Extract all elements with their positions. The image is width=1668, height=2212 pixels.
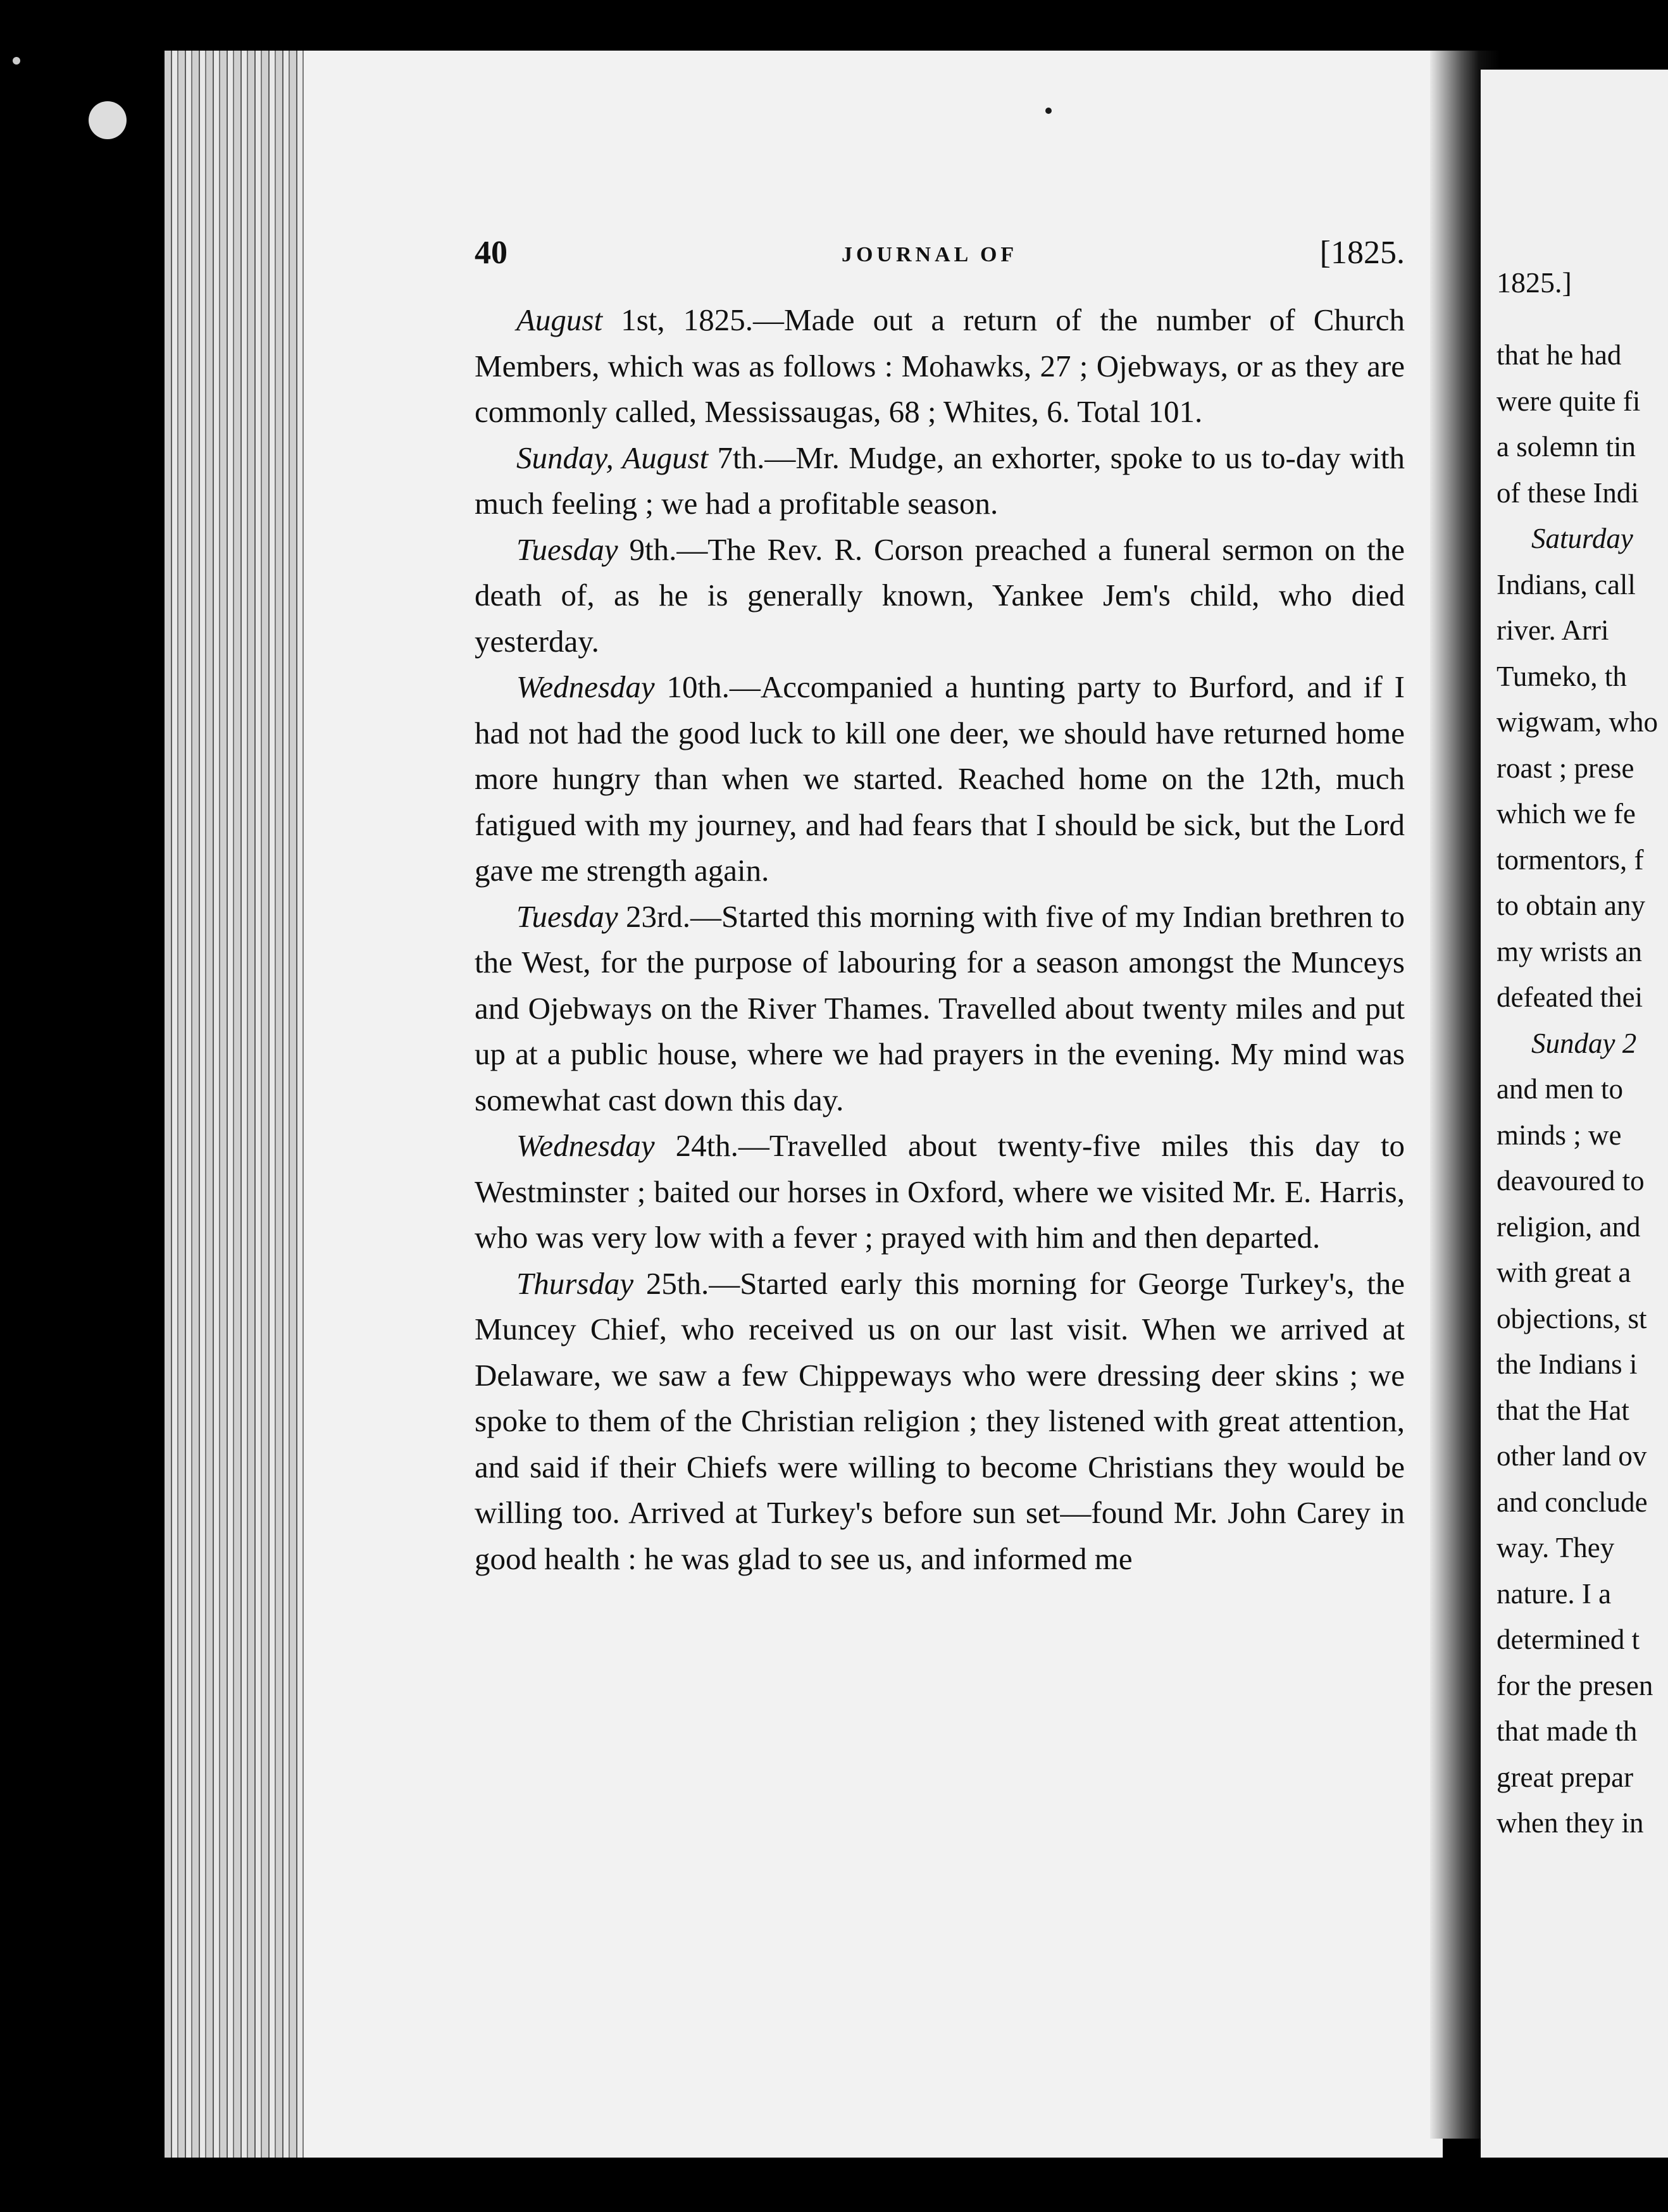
entry-date: August — [516, 302, 603, 337]
journal-entry — [475, 664, 1405, 894]
entry-text: 24th.—Travelled about twenty-five miles this day to Westminster ; baited our horses in Oxford, where we visited Mr. E. Harris, who was very low with a fever ; prayed with him and then departed. — [475, 1128, 1405, 1255]
right-page-line-text: Sunday 2 — [1531, 1027, 1637, 1059]
right-page-line: deavoured to — [1497, 1165, 1645, 1196]
right-page-line: that the Hat — [1497, 1394, 1629, 1426]
right-page-line: and men to — [1497, 1073, 1623, 1105]
right-page-line: with great a — [1497, 1257, 1631, 1288]
right-page-line: when they in — [1497, 1807, 1644, 1839]
entry-date: Tuesday — [516, 531, 618, 567]
running-year: [1825. — [1319, 235, 1405, 271]
journal-entry — [475, 435, 1405, 527]
right-page-line: nature. I a — [1497, 1577, 1612, 1610]
right-page-line: objections, st — [1497, 1302, 1647, 1334]
right-page-line: determined t — [1497, 1624, 1640, 1655]
journal-text — [475, 297, 1405, 1582]
entry-text: 25th.—Started early this morning for George Turkey's, the Muncey Chief, who received us on our last visit. When we arrived at Delaware, we saw a few Chippeways who were dressing deer skins ; we spoke to them of the Christian religion ; they listened with great attention, and said if their Chiefs were willing to become Christians they would be willing too. Arrived at Turkey's before sun set—found Mr. John Carey in good health : he was glad to see us, and informed me — [475, 1265, 1405, 1576]
right-page-line: my wrists an — [1497, 935, 1642, 967]
right-page-line: religion, and — [1497, 1210, 1641, 1243]
entry-date: Wednesday — [516, 669, 655, 704]
right-page-line: other land ov — [1497, 1440, 1647, 1472]
right-page-line: for the presen — [1497, 1669, 1653, 1701]
entry-text: 23rd.—Started this morning with five of my Indian brethren to the West, for the purpose of labouring for a season amongst the Munceys and Ojebways on the River Thames. Travelled about twenty miles and put up at a public house, where we had prayers in the evening. My mind was somewhat cast down this day. — [475, 898, 1405, 1117]
entry-text: 10th.—Accompanied a hunting party to Burford, and if I had not had the good luck to kill one deer, we should have returned home more hungry than when we started. Reached home on the 12th, much fatigued with my journey, and had fears that I should be sick, but the Lord gave me strength again. — [475, 669, 1405, 888]
right-page-line: that he had — [1497, 339, 1622, 371]
right-page-line — [1497, 1027, 1658, 1073]
right-page-line: great prepar — [1497, 1761, 1634, 1793]
entry-text: 7th.—Mr. Mudge, an exhorter, spoke to us to-day with much feeling ; we had a profitable season. — [475, 440, 1405, 521]
entry-date: Wednesday — [516, 1128, 655, 1163]
right-page-line: which we fe — [1497, 798, 1636, 830]
right-page-line: and conclude — [1497, 1486, 1648, 1518]
scan-speck — [1045, 108, 1052, 114]
journal-entry — [475, 297, 1405, 435]
right-page-line: minds ; we — [1497, 1119, 1622, 1151]
entry-text: 1st, 1825.—Made out a return of the number of Church Members, which was as follows : Mohawks, 27 ; Ojebways, or as they are commonly called, Messissaugas, 68 ; Whites, 6. Total 101. — [475, 302, 1405, 429]
right-page-line: Tumeko, th — [1497, 660, 1627, 692]
scan-speck — [89, 101, 127, 139]
entry-text: 9th.—The Rev. R. Corson preached a funeral sermon on the death of, as he is generally known, Yankee Jem's child, who died yesterday. — [475, 531, 1405, 659]
page-edges — [165, 51, 304, 2158]
journal-entry — [475, 527, 1405, 665]
journal-entry — [475, 1123, 1405, 1261]
journal-entry — [475, 1261, 1405, 1582]
right-page-line — [1497, 522, 1658, 568]
right-running-year: 1825.] — [1497, 266, 1572, 299]
scan-speck — [13, 57, 20, 65]
right-page-line: tormentors, f — [1497, 843, 1644, 876]
right-page-line: that made th — [1497, 1715, 1638, 1747]
page-number: 40 — [475, 235, 507, 271]
journal-entry — [475, 894, 1405, 1124]
right-page-line: a solemn tin — [1497, 431, 1636, 463]
entry-date: Sunday, August — [516, 440, 709, 475]
right-page-line: wigwam, who — [1497, 706, 1658, 738]
right-page-line: to obtain any — [1497, 890, 1645, 921]
right-page-line: defeated thei — [1497, 981, 1643, 1013]
right-page-line: the Indians i — [1497, 1348, 1638, 1380]
right-page-line: Indians, call — [1497, 568, 1636, 600]
running-head — [475, 234, 1405, 278]
right-page-line: of these Indi — [1497, 476, 1639, 509]
running-title: JOURNAL OF — [842, 243, 1018, 266]
entry-date: Tuesday — [516, 898, 618, 934]
right-page-line: river. Arri — [1497, 614, 1609, 646]
right-page-line: were quite fi — [1497, 385, 1641, 417]
right-page-line: way. They — [1497, 1532, 1615, 1563]
right-page — [1481, 70, 1668, 2158]
right-page-line-text: Saturday — [1531, 523, 1633, 554]
entry-date: Thursday — [516, 1265, 634, 1301]
right-page-lines — [1497, 339, 1658, 1853]
right-page-line: roast ; prese — [1497, 752, 1634, 784]
